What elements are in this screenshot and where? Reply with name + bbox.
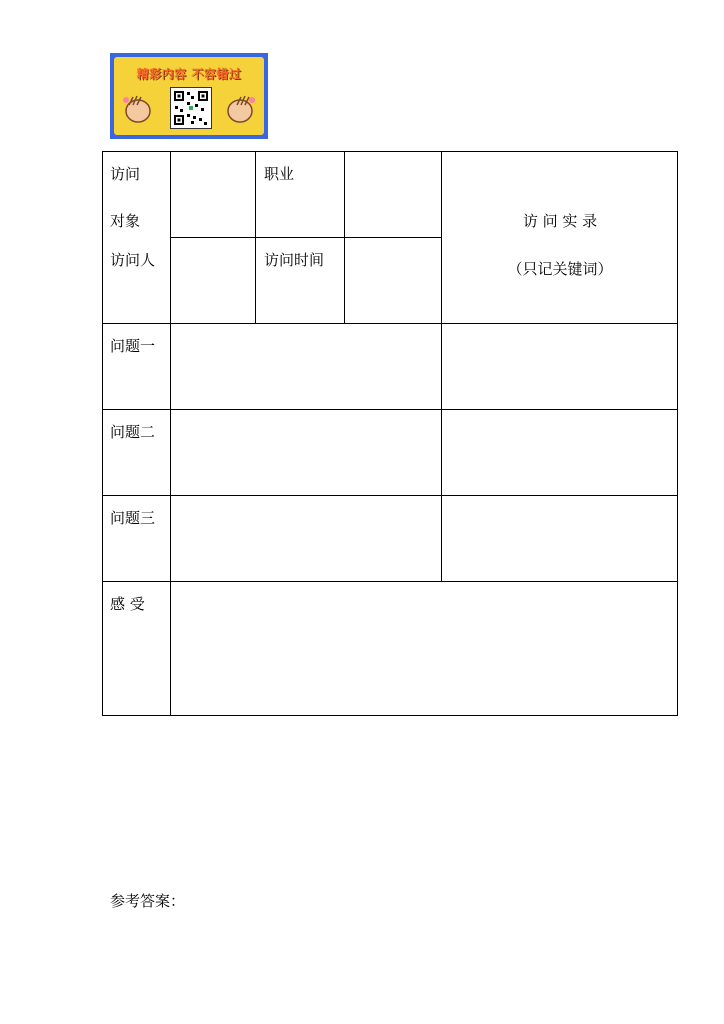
table-border-bottom — [102, 715, 678, 716]
interview-time-value-cell[interactable] — [345, 238, 441, 323]
table-border-right — [677, 151, 678, 716]
question-1-record-cell[interactable] — [442, 324, 677, 409]
table-border-left — [102, 151, 103, 716]
question-2-content-cell[interactable] — [171, 410, 441, 495]
interviewer-value-cell[interactable] — [171, 238, 255, 323]
question-1-content-cell[interactable] — [171, 324, 441, 409]
col-divider-value-1 — [255, 151, 256, 323]
promo-banner-title: 精彩内容 不容错过 — [136, 67, 242, 81]
feeling-label: 感 受 — [110, 595, 145, 613]
clapping-hands-icon — [120, 91, 156, 127]
question-3-content-cell[interactable] — [171, 496, 441, 581]
question-2-record-cell[interactable] — [442, 410, 677, 495]
question-3-record-cell[interactable] — [442, 496, 677, 581]
question-3-label: 问题三 — [110, 509, 156, 527]
question-1-label: 问题一 — [110, 337, 156, 355]
subject-label-line1: 访问 — [110, 165, 141, 183]
subject-label-line2: 对象 — [110, 212, 141, 230]
promo-banner-inner — [114, 57, 264, 135]
answer-label: 参考答案： — [110, 892, 186, 910]
record-note: （只记关键词） — [507, 260, 613, 278]
interviewer-label: 访问人 — [110, 251, 156, 269]
qr-code-icon — [170, 87, 212, 129]
promo-banner — [110, 53, 268, 139]
occupation-label: 职业 — [264, 165, 295, 183]
occupation-value-cell[interactable] — [345, 152, 441, 237]
interview-form-table — [102, 151, 678, 716]
question-2-label: 问题二 — [110, 423, 156, 441]
clapping-hands-icon — [222, 91, 258, 127]
record-header: 访 问 实 录 — [522, 212, 598, 230]
feeling-content-cell[interactable] — [171, 582, 677, 715]
interview-time-label: 访问时间 — [264, 251, 325, 269]
